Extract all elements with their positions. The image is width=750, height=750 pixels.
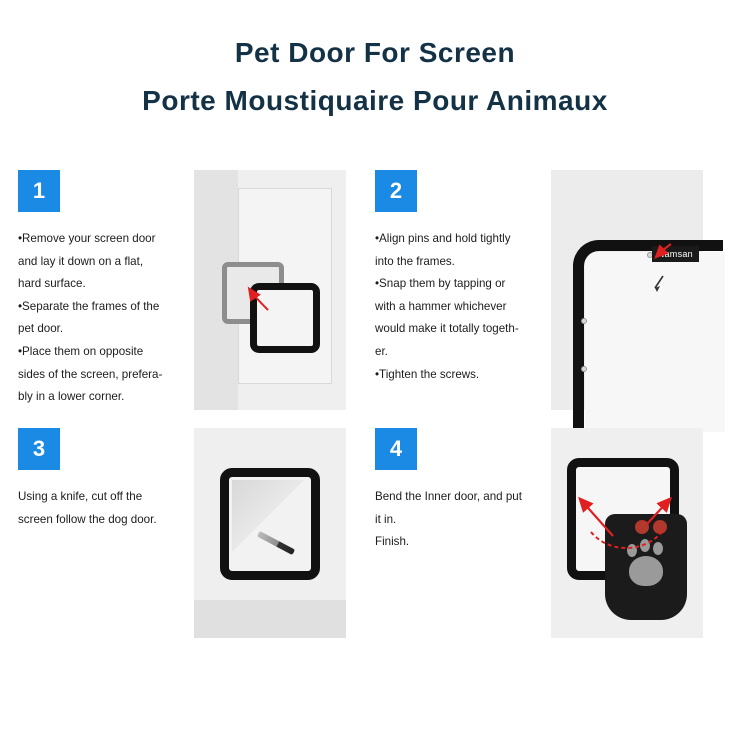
step-2-line-3: •Snap them by tapping or [375, 277, 506, 291]
title-block [0, 0, 750, 120]
bend-arrows-icon [551, 428, 703, 638]
step-4-body [375, 486, 543, 554]
step-2-line-2: into the frames. [375, 254, 455, 268]
step-3-line-2: screen follow the dog door. [18, 512, 157, 526]
step-2-line-6: er. [375, 344, 388, 358]
steps-grid [18, 170, 732, 656]
step-3 [18, 428, 375, 638]
step-4-line-2: it in. [375, 512, 397, 526]
step-4-line-1: Bend the Inner door, and put [375, 490, 522, 503]
page-subtitle: Porte Moustiquaire Pour Animaux [142, 84, 608, 116]
step-2-line-4: with a hammer whichever [375, 299, 507, 313]
step-1-line-6: •Place them on opposite [18, 344, 144, 358]
step-3-background-bottom [194, 600, 346, 638]
step-4-illustration [551, 428, 703, 638]
step-3-illustration [194, 428, 346, 638]
step-1-illustration [194, 170, 346, 410]
step-1-line-2: and lay it down on a flat, [18, 254, 144, 268]
step-2-line-7: •Tighten the screws. [375, 367, 480, 381]
step-2-badge: 2 [375, 170, 417, 212]
steps-row-2 [18, 428, 732, 638]
step-3-body [18, 486, 186, 531]
step-4-text-column [375, 428, 551, 638]
step-3-text-column [18, 428, 194, 638]
step-1 [18, 170, 375, 410]
step-1-badge: 1 [18, 170, 60, 212]
brand-label: Namsan [652, 246, 699, 262]
step-1-line-7: sides of the screen, prefera- [18, 367, 163, 381]
separate-arrow-icon [194, 170, 346, 410]
step-2 [375, 170, 732, 410]
step-2-text-column [375, 170, 551, 410]
step-1-body [18, 228, 186, 409]
step-4 [375, 428, 732, 638]
step-3-line-1: Using a knife, cut off the [18, 490, 143, 503]
page-title: Pet Door For Screen [234, 37, 516, 68]
step-1-line-4: •Separate the frames of the [18, 299, 160, 313]
step-4-badge: 4 [375, 428, 417, 470]
step-1-line-5: pet door. [18, 322, 64, 336]
tap-arrow-icon [551, 170, 703, 410]
steps-row-1 [18, 170, 732, 410]
step-2-line-5: would make it totally togeth- [375, 322, 519, 336]
step-1-line-1: •Remove your screen door [18, 232, 156, 245]
step-3-badge: 3 [18, 428, 60, 470]
step-2-illustration [551, 170, 703, 410]
step-1-line-3: hard surface. [18, 277, 86, 291]
step-1-line-8: bly in a lower corner. [18, 390, 125, 404]
step-2-body [375, 228, 543, 386]
step-1-text-column [18, 170, 194, 410]
step-4-line-3: Finish. [375, 535, 410, 549]
step-2-line-1: •Align pins and hold tightly [375, 232, 511, 245]
